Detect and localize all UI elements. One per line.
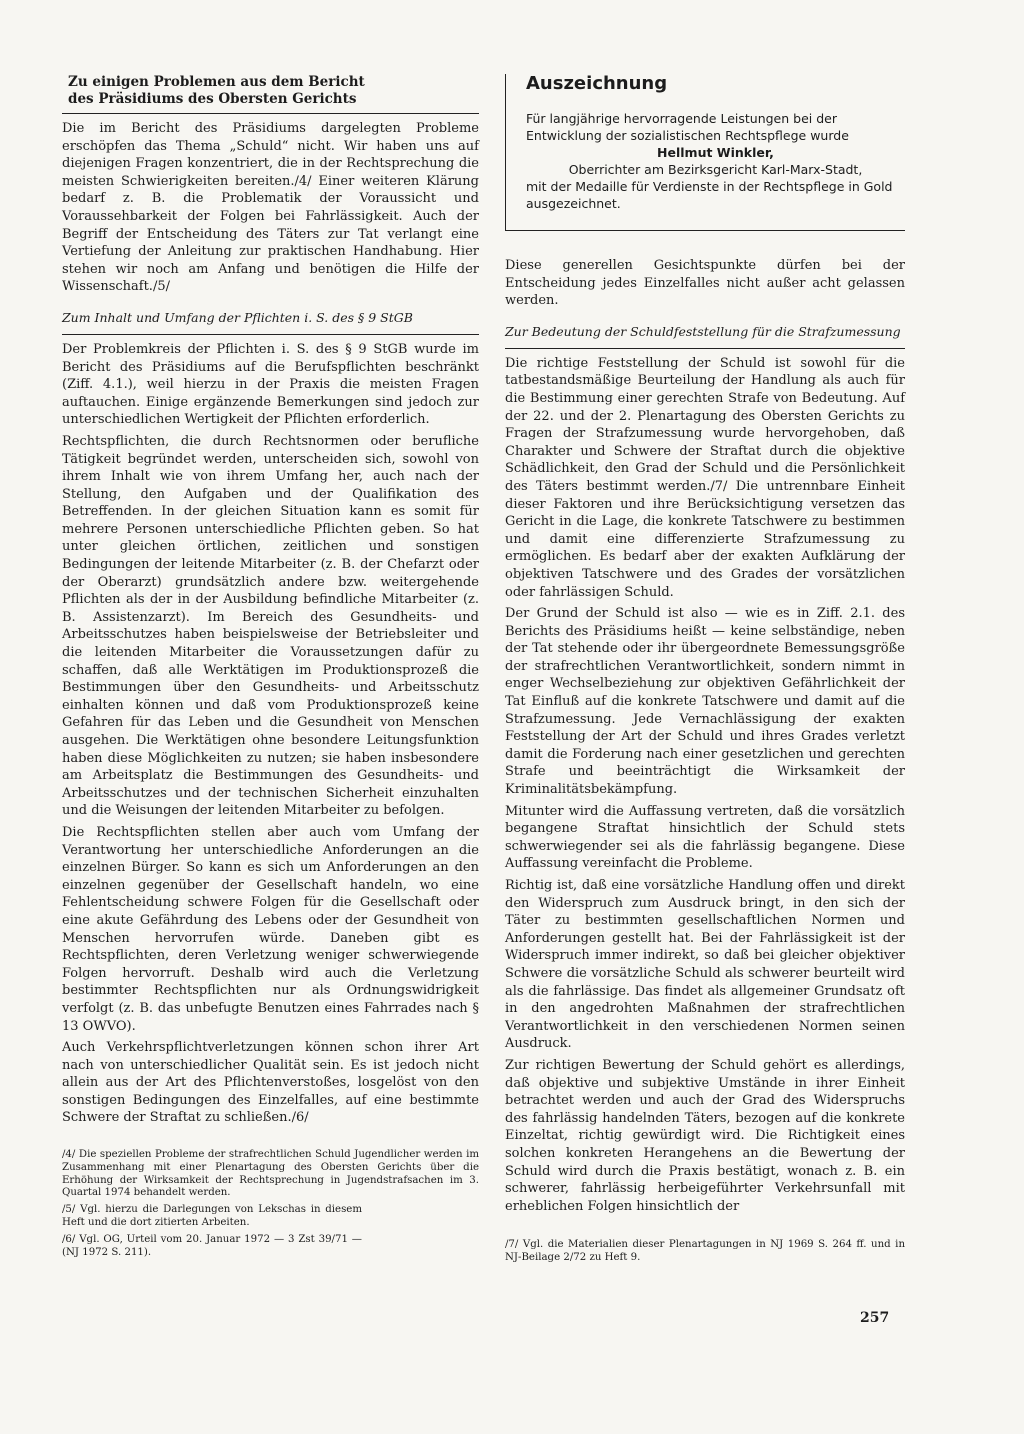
paragraph: Der Problemkreis der Pflichten i. S. des § 9 StGB wurde im Bericht des Präsidiums auf die Berufspflichten beschränkt (Ziff. 4.1.), weil hierzu in der Praxis die meisten Fragen auftauchen. Einige ergänzende Bemerkungen sind jedoch zur unterschiedlichen Wertigkeit der Pflichten erforderlich.: [62, 341, 479, 428]
paragraph: Die im Bericht des Präsidiums dargelegten Probleme erschöpfen das Thema „Schuld“ nicht. Wir haben uns auf diejenigen Fragen konzentriert, die in der Rechtsprechung die meisten Schwierigkeiten bereiten./4/ Einer weiteren Klärung bedarf z. B. die Problematik der Voraussicht und Voraussehbarkeit der Folgen bei Fahrlässigkeit. Auch der Begriff der Entscheidung des Täters zur Tat verlangt eine Vertiefung der Anleitung zur praktischen Handhabung. Hier stehen wir noch am Anfang und benötigen die Hilfe der Wissenschaft./5/: [62, 121, 479, 295]
paragraph: Auch Verkehrspflichtverletzungen können schon ihrer Art nach von unterschiedlicher Qualität sein. Es ist jedoch nicht allein aus der Art des Pflichtenverstoßes, losgelöst von den sonstigen Bedingungen des Einzelfalles, auf eine bestimmte Schwere der Straftat zu schließen./6/: [62, 1040, 479, 1126]
section-subheading: Zur Bedeutung der Schuldfeststellung für die Strafzumessung: [505, 323, 901, 339]
paragraph: Rechtspflichten, die durch Rechtsnormen oder berufliche Tätigkeit begründet werden, unterscheiden sich, sowohl von ihrem Inhalt wie von ihrem Umfang her, auch nach der Stellung, den Aufgaben und der Qualifikation des Betreffenden. In der gleichen Situation kann es somit für mehrere Personen unterschiedliche Pflichten geben. So hat unter gleichen örtlichen, zeitlichen und sonstigen Bedingungen der leitende Mitarbeiter (z. B. der Chefarzt oder der Oberarzt) grundsätzlich andere bzw. weitergehende Pflichten als der in der Ausbildung befindliche Mitarbeiter (z. B. Assistenzarzt). Im Bereich des Gesundheits- und Arbeitsschutzes haben beispielsweise der Betriebsleiter und die leitenden Mitarbeiter die Voraussetzungen dafür zu schaffen, daß alle Werktätigen im Produktionsprozeß die Bestimmungen über den Gesundheits- und Arbeitsschutz einhalten können und daß vom Produktionsprozeß keine Gefahren für das Leben und die Gesundheit von Menschen ausgehen. Die Werktätigen ohne besondere Leitungsfunktion haben diese Möglichkeiten zu nutzen; sie haben insbesondere am Arbeitsplatz die Bestimmungen des Gesundheits- und Arbeitsschutzes und der technischen Sicherheit einzuhalten und die Weisungen der leitenden Mitarbeiter zu befolgen.: [62, 433, 479, 819]
subheading-rule: [505, 348, 905, 349]
article-title-line-1: Zu einigen Problemen aus dem Bericht: [68, 74, 365, 90]
award-title: Auszeichnung: [526, 73, 668, 94]
award-box: [505, 74, 905, 231]
paragraph: Richtig ist, daß eine vorsätzliche Handlung offen und direkt den Widerspruch zum Ausdruck bringt, in den sich der Täter zu bestimmten gesellschaftlichen Normen und Anforderungen gestellt hat. Bei der Fahrlässigkeit ist der Widerspruch immer indirekt, so daß bei gleicher objektiver Schwere die vorsätzliche Schuld als schwerer beurteilt wird als die fahrlässige. Das findet als allgemeiner Grundsatz oft in den angedrohten Maßnahmen der strafrechtlichen Verantwortlichkeit in den verschiedenen Normen seinen Ausdruck.: [505, 878, 905, 1052]
right-column: [505, 74, 905, 1269]
footnote-4: /4/ Die speziellen Probleme der strafrechtlichen Schuld Jugendlicher werden im Zusammenhang mit einer Plenartagung des Obersten Gerichts über die Erhöhung der Wirksamkeit der Rechtsprechung in Jugendstrafsachen im 3. Quartal 1974 behandelt werden.: [62, 1149, 479, 1199]
award-intro: Für langjährige hervorragende Leistungen bei der Entwicklung der sozialistischen Rechtspflege wurde: [526, 111, 849, 143]
page-number: 257: [860, 1310, 890, 1326]
award-outro: mit der Medaille für Verdienste in der Rechtspflege in Gold ausgezeichnet.: [526, 179, 893, 211]
paragraph: Die Rechtspflichten stellen aber auch vom Umfang der Verantwortung her unterschiedliche Anforderungen an die einzelnen Bürger. So kann es sich um Anforderungen an den einzelnen gegenüber der Gesellschaft handeln, wo eine Fehlentscheidung schwere Folgen für die Gesellschaft oder eine akute Gefährdung des Lebens oder der Gesundheit von Menschen hervorrufen würde. Daneben gibt es Rechtspflichten, deren Verletzung weniger schwerwiegende Folgen hervorruft. Deshalb wird auch die Verletzung bestimmter Rechtspflichten nur als Ordnungswidrigkeit verfolgt (z. B. das unbefugte Benutzen eines Fahrrades nach § 13 OWVO).: [62, 824, 479, 1034]
paragraph: Diese generellen Gesichtspunkte dürfen bei der Entscheidung jedes Einzelfalles nicht außer acht gelassen werden.: [505, 258, 905, 309]
paragraph: Mitunter wird die Auffassung vertreten, daß die vorsätzlich begangene Straftat hinsichtlich der Schuld stets schwerwiegender sei als die fahrlässig begangene. Diese Auffassung vereinfacht die Probleme.: [505, 803, 905, 872]
paragraph: Der Grund der Schuld ist also — wie es in Ziff. 2.1. des Berichts des Präsidiums heißt — keine selbständige, neben der Tat stehende oder ihr übergeordnete Bemessungsgröße der strafrechtlichen Verantwortlichkeit, sondern nimmt in enger Wechselbeziehung zur objektiven Gefährlichkeit der Tat Einfluß auf die konkrete Tatschwere und damit auf die Strafzumessung. Jede Vernachlässigung der exakten Feststellung der Art der Schuld und ihres Grades verletzt damit die Forderung nach einer gesetzlichen und gerechten Strafe und beeinträchtigt die Wirksamkeit der Kriminalitätsbekämpfung.: [505, 606, 905, 798]
award-role: Oberrichter am Bezirksgericht Karl-Marx-Stadt,: [568, 162, 863, 177]
award-name: Hellmut Winkler,: [657, 145, 774, 160]
footnote-6: /6/ Vgl. OG, Urteil vom 20. Januar 1972 — 3 Zst 39/71 — (NJ 1972 S. 211).: [62, 1233, 362, 1258]
article-title: [68, 74, 479, 108]
left-column: [62, 74, 479, 1263]
title-rule: [62, 113, 479, 114]
subheading-rule: [62, 334, 479, 335]
paragraph: Zur richtigen Bewertung der Schuld gehört es allerdings, daß objektive und subjektive Umstände in ihrer Einheit betrachtet werden und auch der Grad des Widerspruchs des fahrlässig handelnden Täters, bezogen auf die konkrete Einzeltat, richtig gewürdigt wird. Die Richtigkeit eines solchen konkreten Herangehens an die Bewertung der Schuld wird durch die Praxis bestätigt, wonach z. B. ein schwerer, fahrlässig herbeigeführter Verkehrsunfall mit erheblichen Folgen hinsichtlich der: [505, 1057, 905, 1214]
footnotes-left: [62, 1149, 479, 1259]
article-title-line-2: des Präsidiums des Obersten Gerichts: [68, 91, 357, 107]
footnote-5: /5/ Vgl. hierzu die Darlegungen von Lekschas in diesem Heft und die dort zitierten Arbeiten.: [62, 1204, 362, 1229]
paragraph: Die richtige Feststellung der Schuld ist sowohl für die tatbestandsmäßige Beurteilung der Handlung als auch für die Bestimmung einer gerechten Strafe von Bedeutung. Auf der 22. und der 2. Plenartagung des Obersten Gerichts zu Fragen der Strafzumessung wurde hervorgehoben, daß Charakter und Schwere der Straftat durch die objektive Schädlichkeit, den Grad der Schuld und die Persönlichkeit des Täters bestimmt werden./7/ Die untrennbare Einheit dieser Faktoren und ihre Berücksichtigung versetzen das Gericht in die Lage, die konkrete Tatschwere zu bestimmen und damit eine differenzierte Strafzumessung zu ermöglichen. Es bedarf aber der exakten Aufklärung der objektiven Tatschwere und des Grades der vorsätzlichen oder fahrlässigen Schuld.: [505, 355, 905, 600]
section-subheading: Zum Inhalt und Umfang der Pflichten i. S. des § 9 StGB: [62, 309, 413, 325]
footnote-7: /7/ Vgl. die Materialien dieser Plenartagungen in NJ 1969 S. 264 ff. und in NJ-Beilage 2/72 zu Heft 9.: [505, 1239, 905, 1264]
